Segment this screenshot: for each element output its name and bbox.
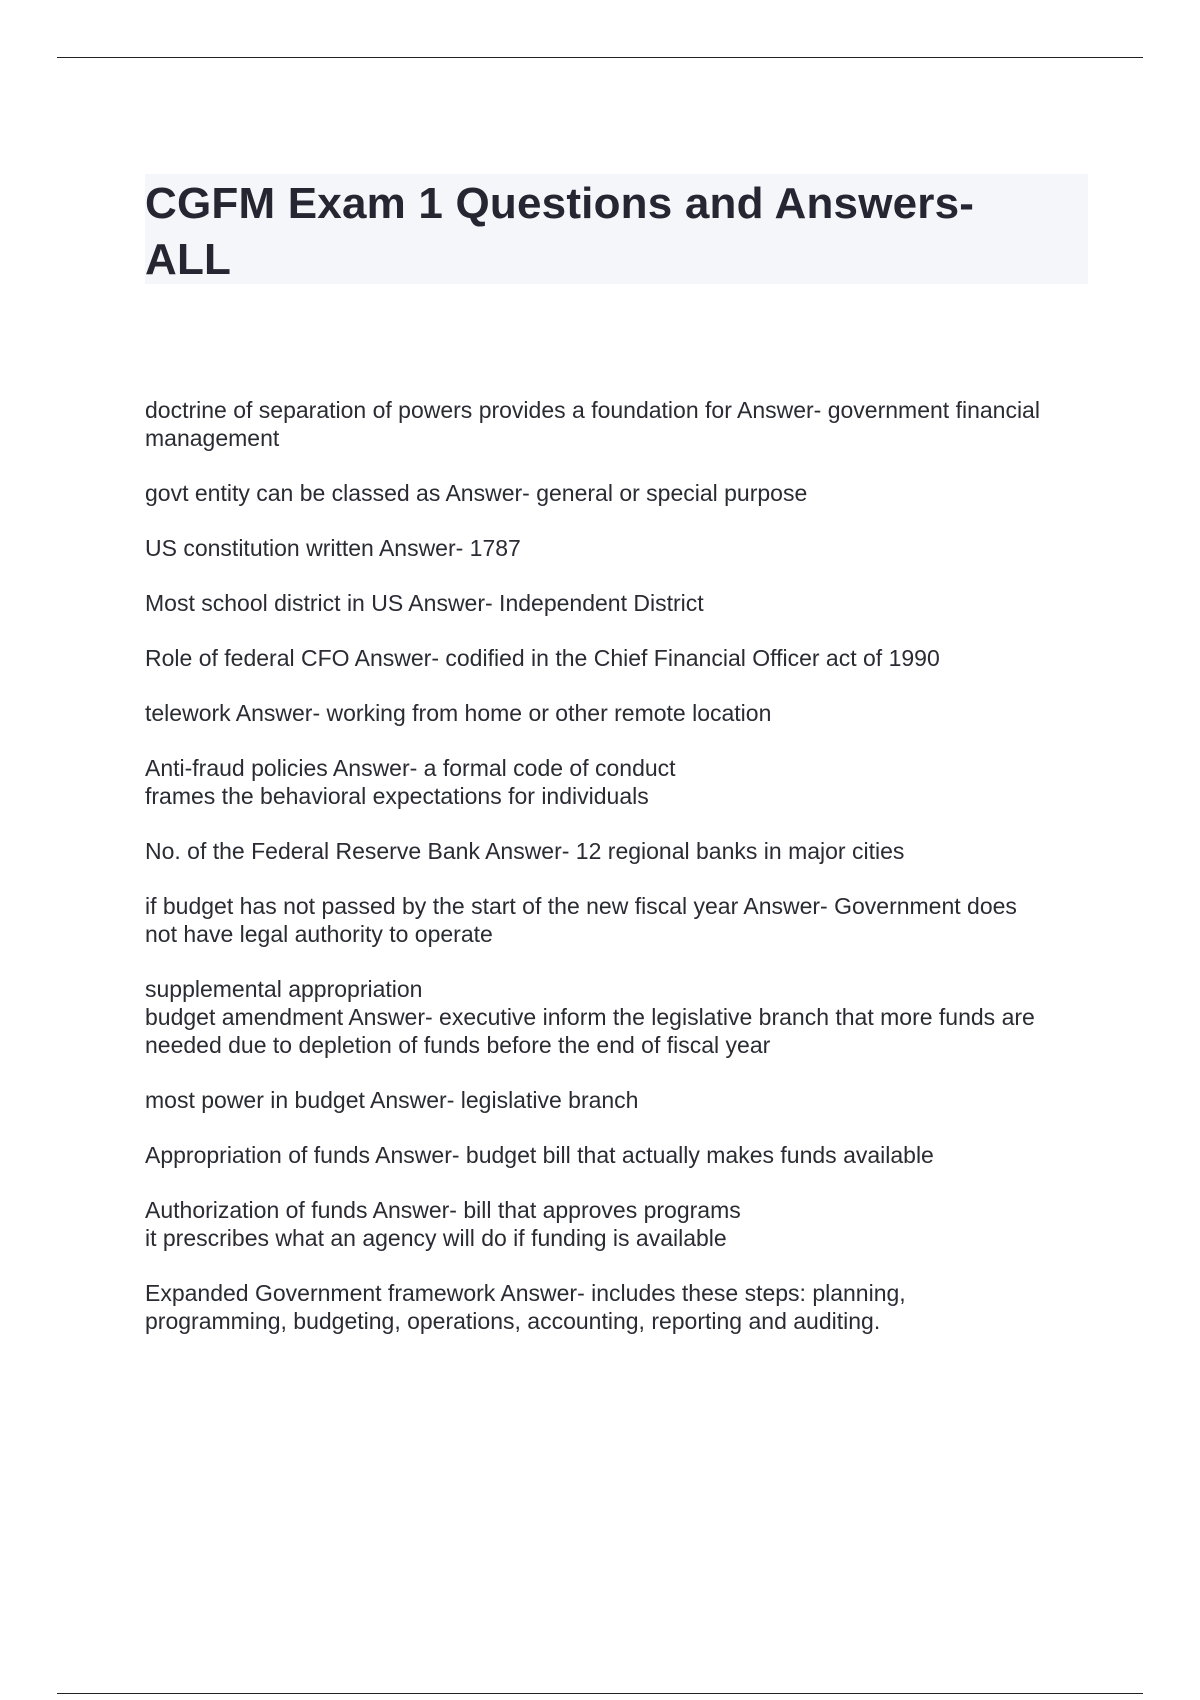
qa-item bbox=[145, 892, 1095, 948]
qa-line: frames the behavioral expectations for individuals bbox=[145, 783, 649, 809]
qa-item bbox=[145, 975, 1095, 1059]
qa-item bbox=[145, 589, 1095, 617]
qa-line: management bbox=[145, 425, 280, 451]
qa-item bbox=[145, 1196, 1095, 1252]
qa-line: Authorization of funds Answer- bill that approves programs bbox=[145, 1197, 741, 1223]
qa-line: telework Answer- working from home or other remote location bbox=[145, 700, 772, 726]
qa-line: budget amendment Answer- executive inform the legislative branch that more funds are bbox=[145, 1004, 1035, 1030]
qa-line: Most school district in US Answer- Independent District bbox=[145, 590, 704, 616]
qa-item bbox=[145, 699, 1095, 727]
qa-item bbox=[145, 837, 1095, 865]
qa-line: if budget has not passed by the start of the new fiscal year Answer- Government does bbox=[145, 893, 1017, 919]
top-divider bbox=[57, 57, 1143, 58]
qa-item bbox=[145, 1141, 1095, 1169]
qa-line: doctrine of separation of powers provides a foundation for Answer- government financial bbox=[145, 397, 1040, 423]
qa-line: programming, budgeting, operations, accounting, reporting and auditing. bbox=[145, 1308, 881, 1334]
bottom-divider bbox=[57, 1693, 1143, 1694]
qa-line: most power in budget Answer- legislative branch bbox=[145, 1087, 639, 1113]
qa-item bbox=[145, 396, 1095, 452]
qa-line: Expanded Government framework Answer- includes these steps: planning, bbox=[145, 1280, 906, 1306]
document-title bbox=[145, 176, 1086, 288]
qa-line: No. of the Federal Reserve Bank Answer- 12 regional banks in major cities bbox=[145, 838, 905, 864]
qa-line: it prescribes what an agency will do if funding is available bbox=[145, 1225, 727, 1251]
qa-line: Appropriation of funds Answer- budget bill that actually makes funds available bbox=[145, 1142, 934, 1168]
qa-line: supplemental appropriation bbox=[145, 976, 423, 1002]
document-title-line-1: CGFM Exam 1 Questions and Answers- bbox=[145, 179, 975, 228]
qa-line: Role of federal CFO Answer- codified in the Chief Financial Officer act of 1990 bbox=[145, 645, 940, 671]
title-block bbox=[145, 174, 1088, 284]
qa-item bbox=[145, 479, 1095, 507]
qa-list bbox=[145, 396, 1095, 1362]
qa-item bbox=[145, 1279, 1095, 1335]
qa-item bbox=[145, 534, 1095, 562]
qa-line: govt entity can be classed as Answer- general or special purpose bbox=[145, 480, 808, 506]
document-title-line-2: ALL bbox=[145, 235, 232, 284]
qa-line: needed due to depletion of funds before the end of fiscal year bbox=[145, 1032, 771, 1058]
qa-item bbox=[145, 754, 1095, 810]
qa-line: not have legal authority to operate bbox=[145, 921, 493, 947]
qa-line: Anti-fraud policies Answer- a formal code of conduct bbox=[145, 755, 676, 781]
qa-item bbox=[145, 644, 1095, 672]
qa-item bbox=[145, 1086, 1095, 1114]
qa-line: US constitution written Answer- 1787 bbox=[145, 535, 521, 561]
